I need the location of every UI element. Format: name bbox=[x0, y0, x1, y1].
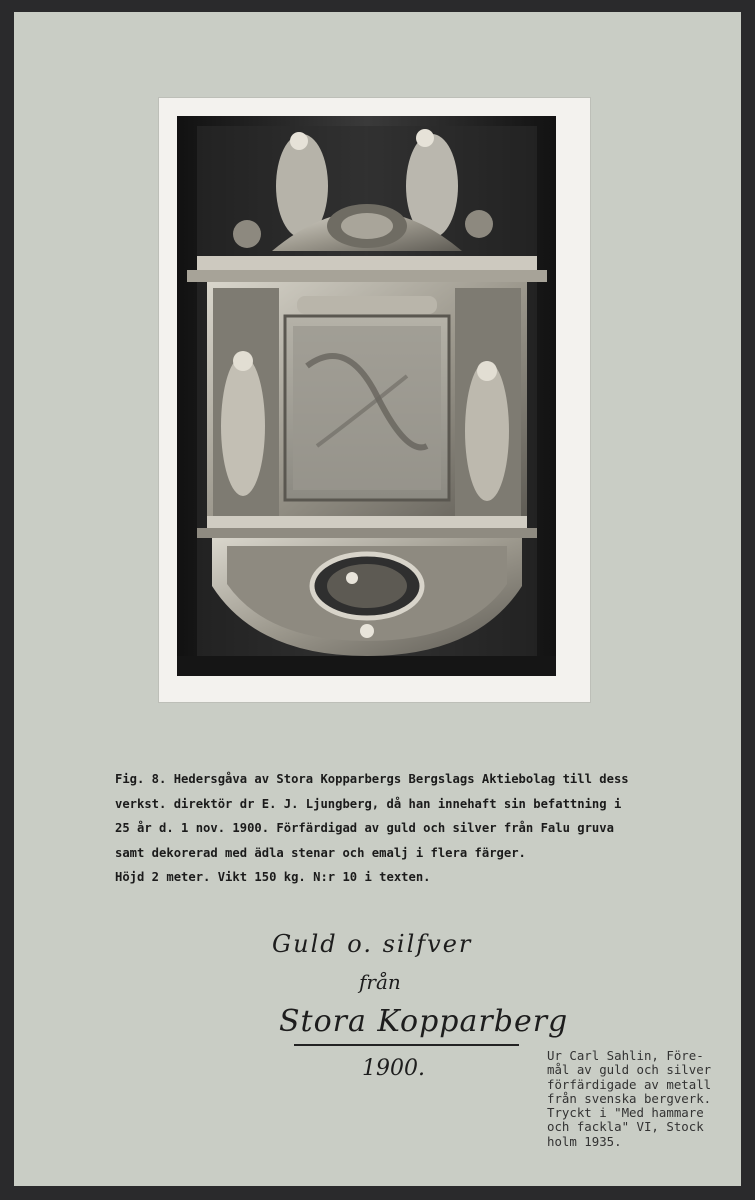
handwritten-note-year: 1900. bbox=[362, 1056, 425, 1081]
caption-line-2: verkst. direktör dr E. J. Ljungberg, då han innehaft sin befattning i bbox=[115, 796, 622, 811]
handwritten-note-line-3: Stora Kopparberg bbox=[279, 1004, 569, 1039]
photograph-illustration bbox=[177, 116, 556, 676]
caption-line-5: Höjd 2 meter. Vikt 150 kg. N:r 10 i texten. bbox=[115, 870, 431, 884]
photo-mount bbox=[159, 98, 590, 702]
document-sheet bbox=[14, 12, 741, 1186]
photograph-honorary-gift bbox=[177, 116, 556, 676]
caption-line-1: Fig. 8. Hedersgåva av Stora Kopparbergs Bergslags Aktiebolag till dess bbox=[115, 772, 629, 786]
caption-line-4: samt dekorerad med ädla stenar och emalj i flera färger. bbox=[115, 845, 526, 860]
figure-caption bbox=[115, 767, 715, 890]
handwritten-note-line-2: från bbox=[359, 970, 401, 994]
source-note-line-6: och fackla" VI, Stock bbox=[547, 1119, 704, 1135]
handwritten-underline bbox=[294, 1044, 519, 1046]
source-note bbox=[547, 1049, 737, 1149]
source-note-line-4: från svenska bergverk. bbox=[547, 1090, 712, 1106]
caption-line-3: 25 år d. 1 nov. 1900. Förfärdigad av guld och silver från Falu gruva bbox=[115, 821, 614, 835]
source-note-line-7: holm 1935. bbox=[547, 1133, 622, 1149]
source-note-line-1: Ur Carl Sahlin, Före- bbox=[547, 1048, 704, 1063]
handwritten-note-line-1: Guld o. silfver bbox=[272, 930, 473, 958]
source-note-line-2: mål av guld och silver bbox=[547, 1062, 712, 1078]
source-note-line-3: förfärdigade av metall bbox=[547, 1076, 712, 1092]
source-note-line-5: Tryckt i "Med hammare bbox=[547, 1105, 704, 1121]
